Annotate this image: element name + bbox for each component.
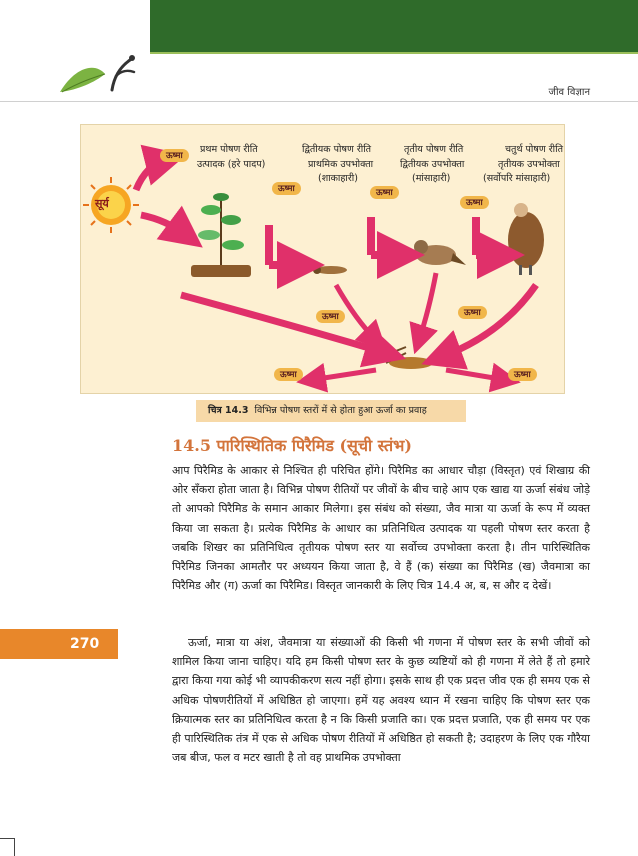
caption-text: विभिन्न पोषण स्तरों में से होता हुआ ऊर्जा का प्रवाह [254,405,427,416]
level3-sub: द्वितीयक उपभोक्ता [400,159,465,170]
plant-icon [191,193,251,277]
level1-title: प्रथम पोषण रीति [200,144,258,155]
heat-tag-bottom-left: ऊष्मा [274,368,303,381]
level2-sub: प्राथमिक उपभोक्ता [308,159,374,170]
sun-to-heat-arrow [136,160,166,190]
decomposer-heat-right-arrow [446,370,506,380]
level3-title: तृतीय पोषण रीति [404,144,464,155]
figure-caption [196,400,466,422]
decomposer-icon [381,347,433,369]
page-number-box [0,629,118,659]
heat-tag-mid-left: ऊष्मा [316,310,345,323]
heat-tag-mid-right: ऊष्मा [458,306,487,319]
sun-icon [83,177,139,233]
level4-sub: तृतीयक उपभोक्ता [498,159,560,170]
plant-to-herbivore-arrow [269,225,301,265]
plant-to-decomposer-arrow [181,295,386,353]
caption-number: चित्र 14.3 [208,405,249,416]
leaf-logo-icon [50,52,150,102]
header-rule [0,101,638,102]
sun-to-plant-arrow [141,215,186,235]
carnivore-to-top-arrow [476,217,501,255]
page-number: 270 [70,636,100,652]
heat-tag-plant: ऊष्मा [272,182,301,195]
crop-mark-v [14,838,15,856]
heat-tag-carnivore: ऊष्मा [460,196,489,209]
header-accent-line [150,52,638,54]
running-head: जीव विज्ञान [548,87,590,98]
header-green-band [150,0,638,52]
carnivore-to-decomposer-arrow [419,273,436,340]
level2-title: द्वितीयक पोषण रीति [302,144,372,155]
level1-sub: उत्पादक (हरे पादप) [197,159,266,170]
top-to-decomposer-arrow [441,285,536,357]
heat-tag-herbivore: ऊष्मा [370,186,399,199]
section-heading: 14.5 पारिस्थितिक पिरैमिड (सूची स्तंभ) [172,436,412,455]
level2-sub2: (शाकाहारी) [318,173,358,184]
paragraph-2: ऊर्जा, मात्रा या अंश, जैवमात्रा या संख्याओं की किसी भी गणना में पोषण स्तर के सभी जीवों को शामिल किया जाना चाहिए। यदि हम किसी पोषण स्तर के कुछ व्यष्टियों को ही गणना में लेते हैं तो हमारे द्वारा किया गया कोई भी व्यापकीकरण सत्य नहीं होगा। इसके साथ ही एक प्रदत्त जीव एक ही समय एक से अधिक पोषणरीतियों में अधिष्ठित हो जाएगा। हमें यह अवश्य ध्यान में रखना चाहिए कि पोषण स्तर एक क्रियात्मक स्तर का प्रतिनिधित्व करता है न कि किसी प्रजाति का। एक प्रदत्त प्रजाति, एक ही समय पर एक ही पारिस्थितिक तंत्र में एक से अधिक पोषण रीतियों में अधिष्ठित हो सकती है; उदाहरण के लिए एक गौरैया जब बीज, फल व मटर खाती है तो वह प्राथमिक उपभोक्ता [172,636,590,765]
heat-tag-bottom-right: ऊष्मा [508,368,537,381]
sparrow-icon [414,240,466,265]
caterpillar-icon [313,266,347,274]
crop-mark-h [0,838,14,839]
level4-sub2: (सर्वोपरि मांसाहारी) [483,173,551,184]
heat-tag-sun: ऊष्मा [160,149,189,162]
level4-title: चतुर्थ पोषण रीति [505,144,563,155]
decomposer-heat-left-arrow [311,370,376,380]
paragraph-1: आप पिरैमिड के आकार से निश्चित ही परिचित होंगे। पिरैमिड का आधार चौड़ा (विस्तृत) एवं शिखाग्र की ओर सँकरा होता जाता है। विभिन्न पोषण रीतियों पर जीवों के बीच चाहे आप एक खाद्य या ऊर्जा संबंध जोड़े तो आपको पिरैमिड के समान आकार मिलेगा। इस संबंध को संख्या, जैव मात्रा या ऊर्जा के रूप में व्यक्त किया जा सकता है। प्रत्येक पिरैमिड के आधार का प्रतिनिधित्व उत्पादक या पहली पोषण स्तर करता है जबकि शिखर का प्रतिनिधित्व तृतीयक पोषण स्तर या सर्वोच्च उपभोक्ता करता है। तीन पारिस्थितिक पिरैमिड जिनका आमतौर पर अध्ययन किया जाता है, वे हैं (क) संख्या का पिरैमिड (ख) जैवमात्रा का पिरैमिड और (ग) ऊर्जा का पिरैमिड। विस्तृत जानकारी के लिए चित्र 14.4 अ, ब, स और द देखें। [172,464,591,593]
level3-sub2: (मांसाहारी) [412,173,451,184]
vulture-icon [508,203,544,275]
herbivore-to-carnivore-arrow [371,217,401,255]
sun-label: सूर्य [95,197,109,210]
